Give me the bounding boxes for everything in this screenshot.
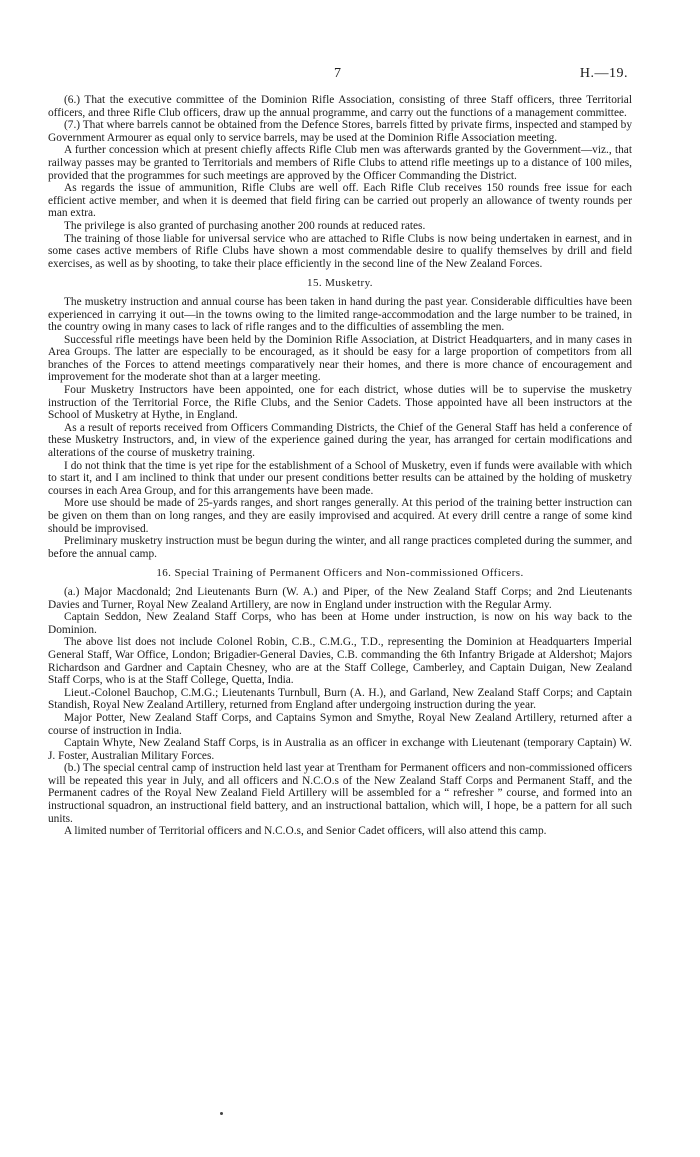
paragraph: I do not think that the time is yet ripe for the establishment of a School of Musketry, even if funds were available with which to start it, and I am inclined to think that under our present conditions better results can be attained by the holding of musketry courses in each Area Group, and for this arrangements have been made. <box>48 459 632 497</box>
paragraph: (6.) That the executive committee of the Dominion Rifle Association, consisting of three Staff officers, three Territorial officers, and three Rifle Club officers, draw up the annual programme, and carry out the functions of a management committee. <box>48 94 632 119</box>
paragraph: Successful rifle meetings have been held by the Dominion Rifle Association, at District Headquarters, and in many cases in Area Groups. The latter are especially to be encouraged, as it should be easy for a large proportion of competitors from all branches of the Forces to attend meetings comparatively near their homes, and there is more chance of encouragement and improvement for the moderate shot than at a larger meeting. <box>48 333 632 384</box>
paragraph: The privilege is also granted of purchasing another 200 rounds at reduced rates. <box>64 219 426 232</box>
paragraph: More use should be made of 25-yards ranges, and short ranges generally. At this period of the training better instruction can be given on them than on long ranges, and they are easily improvised and acquired. At every drill centre a range of some kind should be improvised. <box>48 497 632 535</box>
paragraph: As regards the issue of ammunition, Rifle Clubs are well off. Each Rifle Club receives 150 rounds free issue for each efficient active member, and when it is deemed that field firing can be carried out properly an allowance of twenty rounds per man extra. <box>48 182 632 220</box>
paragraph: Major Potter, New Zealand Staff Corps, and Captains Symon and Smythe, Royal New Zealand Artillery, returned after a course of instruction in India. <box>48 711 632 737</box>
print-speck <box>220 1112 223 1115</box>
paragraph: (7.) That where barrels cannot be obtained from the Defence Stores, barrels fitted by private firms, inspected and stamped by Government Armourer as equal only to service barrels, may be used at the Dominion Rifle Association meeting. <box>48 119 632 144</box>
document-reference: H.—19. <box>579 66 628 81</box>
page-number: 7 <box>334 66 341 81</box>
section-heading: 15. Musketry. <box>307 277 373 290</box>
section-heading: 16. Special Training of Permanent Officers and Non-commissioned Officers. <box>156 567 524 580</box>
paragraph: A limited number of Territorial officers and N.C.O.s, and Senior Cadet officers, will also attend this camp. <box>64 825 547 838</box>
paragraph: The above list does not include Colonel Robin, C.B., C.M.G., T.D., representing the Dominion at Headquarters Imperial General Staff, War Office, London; Brigadier-General Davies, C.B. commanding the 6th Infantry Brigade at Aldershot; Majors Richardson and Gardner and Captain Chesney, who are at the Staff College, Camberley, and Captain Duigan, New Zealand Staff Corps, who is at the Staff College, Quetta, India. <box>48 636 632 687</box>
paragraph: Captain Whyte, New Zealand Staff Corps, is in Australia as an officer in exchange with Lieutenant (temporary Captain) W. J. Foster, Australian Military Forces. <box>48 737 632 762</box>
paragraph: (a.) Major Macdonald; 2nd Lieutenants Burn (W. A.) and Piper, of the New Zealand Staff Corps; and 2nd Lieutenants Davies and Turner, Royal New Zealand Artillery, are now in England under instruction with the Regular Army. <box>48 585 632 611</box>
paragraph: Lieut.-Colonel Bauchop, C.M.G.; Lieutenants Turnbull, Burn (A. H.), and Garland, New Zealand Staff Corps; and Captain Standish, Royal New Zealand Artillery, returned from England after undergoing instruction during the year. <box>48 686 632 712</box>
paragraph: A further concession which at present chiefly affects Rifle Club men was afterwards granted by the Government—viz., that railway passes may be granted to Territorials and members of Rifle Clubs to attend rifle meetings up to a distance of 100 miles, provided that the programmes for such meetings are approved by the Officer Commanding the District. <box>48 144 632 182</box>
paragraph: (b.) The special central camp of instruction held last year at Trentham for Permanent officers and non-commissioned officers will be repeated this year in July, and all officers and N.C.O.s of the New Zealand Staff Corps and Permanent Staff, and the Permanent cadres of the Royal New Zealand Field Artillery will be assembled for a “ refresher ” course, and formed into an instructional squadron, an instructional field battery, and an instructional battalion, which will, I hope, be a pattern for all such units. <box>48 762 632 825</box>
paragraph: Preliminary musketry instruction must be begun during the winter, and all range practices completed during the summer, and before the annual camp. <box>48 535 632 560</box>
document-body <box>48 94 632 838</box>
paragraph: The training of those liable for universal service who are attached to Rifle Clubs is now being undertaken in earnest, and in some cases active members of Rifle Clubs have shown a most commendable desire to qualify themselves by drill and field exercises, as well as by shooting, to take their place efficiently in the second line of the New Zealand Forces. <box>48 232 632 270</box>
paragraph: Four Musketry Instructors have been appointed, one for each district, whose duties will be to supervise the musketry instruction of the Territorial Force, the Rifle Clubs, and the Senior Cadets. Those appointed have all been instructors at the School of Musketry at Hythe, in England. <box>48 384 632 422</box>
paragraph: Captain Seddon, New Zealand Staff Corps, who has been at Home under instruction, is now on his way back to the Dominion. <box>48 611 632 636</box>
paragraph: As a result of reports received from Officers Commanding Districts, the Chief of the General Staff has held a conference of these Musketry Instructors, and, in view of the experience gained during the year, has arranged for certain modifications and alterations of the course of musketry training. <box>48 421 632 460</box>
paragraph: The musketry instruction and annual course has been taken in hand during the past year. Considerable difficulties have been experienced in carrying it out—in the towns owing to the limited range-accommodation and the large number to be trained, in the country owing in many cases to lack of rifle ranges and to the difficulties of assembling the men. <box>48 295 632 334</box>
